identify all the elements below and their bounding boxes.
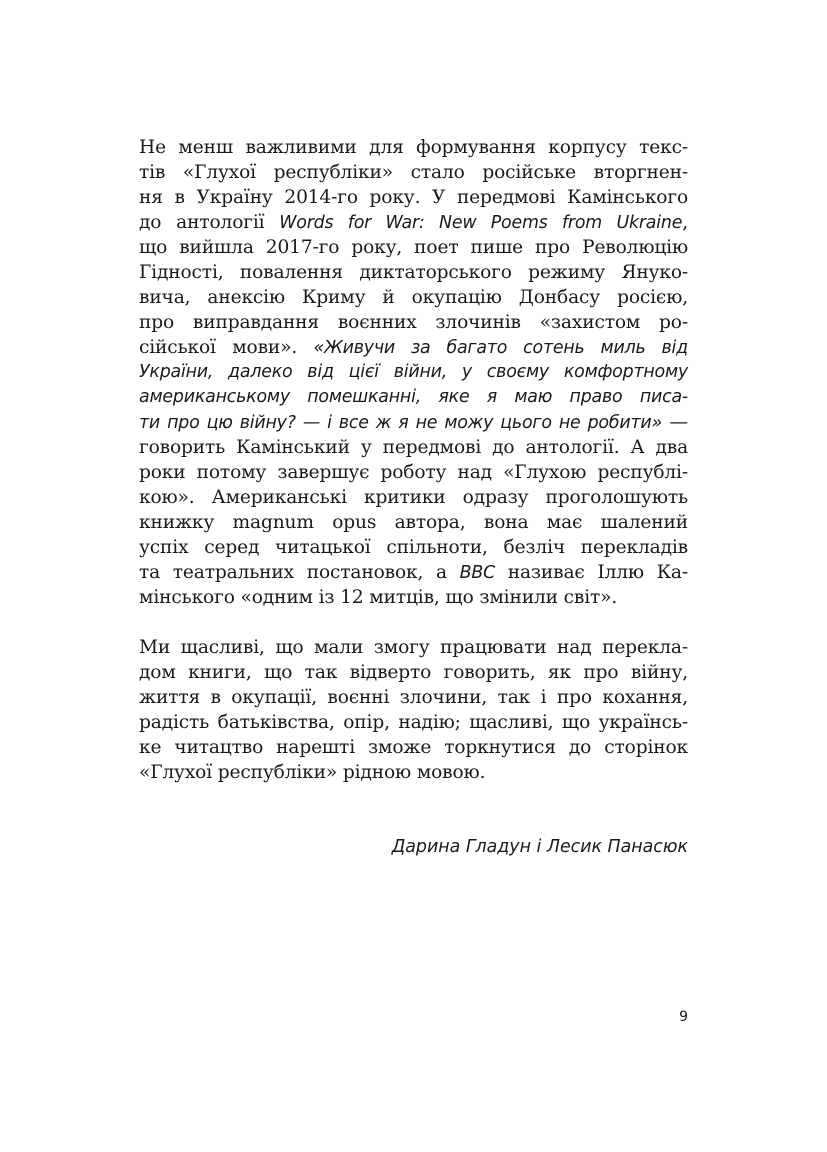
text-run: сійської мови». (139, 337, 314, 358)
text-line: мінського «одним із 12 митців, що змінили світ». (139, 587, 618, 608)
text-run: до антології (139, 212, 280, 233)
paragraph-gratitude (139, 635, 688, 785)
text-line (139, 410, 688, 435)
text-line: радість батьківства, опір, надію; щасливі, що українсь- (139, 712, 688, 733)
text-line: успіх серед читацької спільноти, безліч перекладів (139, 537, 688, 558)
text-line: говорить Камінський у передмові до антології. А два (139, 437, 688, 458)
text-line: про виправдання воєнних злочинів «захистом ро- (139, 312, 688, 333)
text-line (139, 335, 688, 360)
text-run: та театральних постановок, а (139, 562, 460, 583)
text-line: Не менш важливими для формування корпусу текс- (139, 137, 688, 158)
text-line: «Глухої республіки» рідною мовою. (139, 762, 486, 783)
text-line: ке читацтво нарешті зможе торкнутися до сторінок (139, 737, 688, 758)
text-line (139, 560, 688, 585)
text-line: роки потому завершує роботу над «Глухою республі- (139, 462, 688, 483)
text-run: — (662, 412, 688, 433)
text-run: , (682, 212, 688, 233)
text-line: ня в Україну 2014-го року. У передмові Камінського (139, 187, 688, 208)
anthology-title: Words for War: New Poems from Ukraine (279, 213, 683, 233)
text-line: вича, анексію Криму й окупацію Донбасу росією, (139, 287, 688, 308)
quote-text: «Живучи за багато сотень миль від (313, 338, 689, 358)
paragraph-intro (139, 135, 688, 610)
signature: Дарина Гладун і Лесик Панасюк (391, 837, 688, 857)
quote-line: України, далеко від цієї війни, у своєму комфортному (139, 362, 688, 382)
text-line: дом книги, що так відверто говорить, як про війну, (139, 662, 688, 683)
text-line: тів «Глухої республіки» стало російське вторгнен- (139, 162, 688, 183)
text-line: життя в окупації, воєнні злочини, так і про кохання, (139, 687, 688, 708)
quote-text: ти про цю війну? — і все ж я не можу цього не робити» (139, 413, 663, 433)
text-line: кою». Американські критики одразу проголошують (139, 487, 688, 508)
text-line: Гідності, повалення диктаторського режиму Януко- (139, 262, 688, 283)
text-run: називає Іллю Ка- (495, 562, 688, 583)
page-number: 9 (679, 1009, 688, 1025)
quote-line: американському помешканні, яке я маю право писа- (139, 387, 688, 407)
text-line: що вийшла 2017-го року, поет пише про Революцію (139, 237, 688, 258)
text-line: книжку magnum opus автора, вона має шалений (139, 512, 688, 533)
text-line (139, 210, 688, 235)
bbc-name: BBC (459, 563, 496, 583)
text-line: Ми щасливі, що мали змогу працювати над переклa- (139, 637, 688, 658)
